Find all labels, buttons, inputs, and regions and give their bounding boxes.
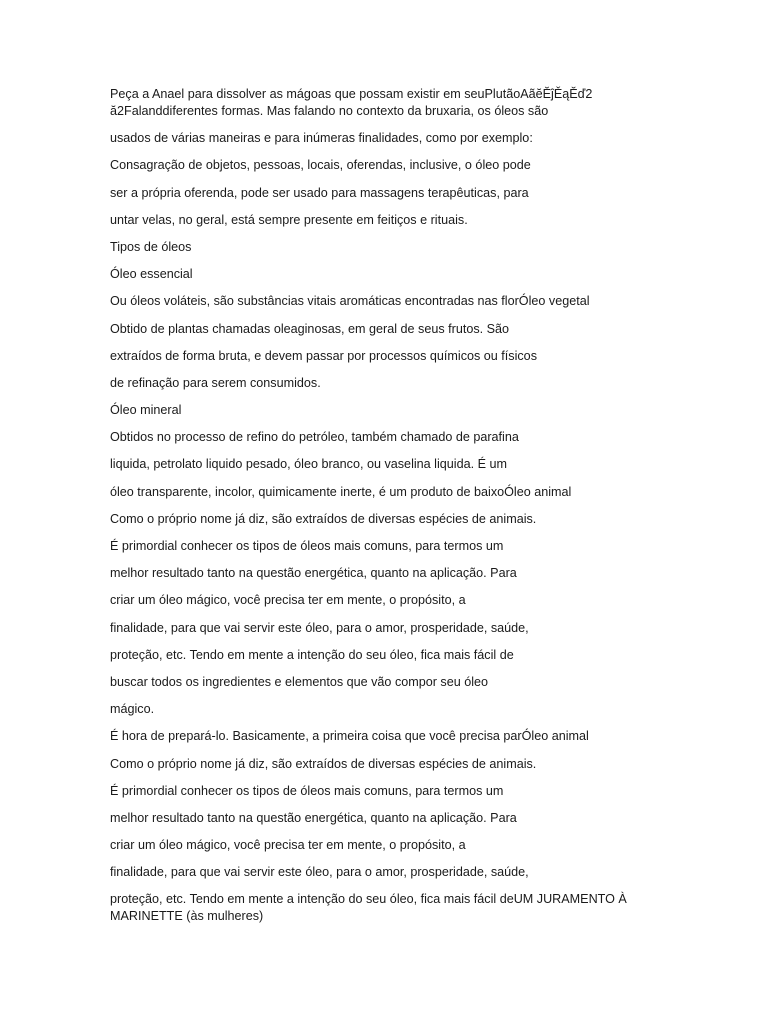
- subheading: Óleo mineral: [110, 403, 182, 418]
- text-line: mágico.: [110, 702, 155, 717]
- text-line: proteção, etc. Tendo em mente a intenção do seu óleo, fica mais fácil deUM JURAMENTO À: [110, 892, 627, 907]
- text-line: Consagração de objetos, pessoas, locais, oferendas, inclusive, o óleo pode: [110, 158, 531, 173]
- text-line: finalidade, para que vai servir este óleo, para o amor, prosperidade, saúde,: [110, 620, 529, 635]
- text-line: É hora de prepará-lo. Basicamente, a primeira coisa que você precisa parÓleo animal: [110, 729, 589, 744]
- text-line: MARINETTE (às mulheres): [110, 909, 264, 924]
- text-line: Como o próprio nome já diz, são extraídos de diversas espécies de animais.: [110, 511, 537, 526]
- text-line: untar velas, no geral, está sempre presente em feitiços e rituais.: [110, 212, 468, 227]
- text-line: extraídos de forma bruta, e devem passar por processos químicos ou físicos: [110, 348, 537, 363]
- text-line: criar um óleo mágico, você precisa ter em mente, o propósito, a: [110, 838, 466, 853]
- text-line: Obtidos no processo de refino do petróleo, também chamado de parafina: [110, 430, 519, 445]
- text-line: proteção, etc. Tendo em mente a intenção do seu óleo, fica mais fácil de: [110, 647, 514, 662]
- section-heading: Tipos de óleos: [110, 239, 192, 254]
- text-line: melhor resultado tanto na questão energética, quanto na aplicação. Para: [110, 810, 517, 825]
- text-line: óleo transparente, incolor, quimicamente inerte, é um produto de baixoÓleo animal: [110, 484, 572, 499]
- text-line: É primordial conhecer os tipos de óleos mais comuns, para termos um: [110, 539, 504, 553]
- text-line: Ou óleos voláteis, são substâncias vitais aromáticas encontradas nas florÓleo vegetal: [110, 294, 590, 309]
- text-line: É primordial conhecer os tipos de óleos mais comuns, para termos um: [110, 783, 504, 798]
- text-line: Como o próprio nome já diz, são extraídos de diversas espécies de animais.: [110, 756, 537, 771]
- text-line: Peça a Anael para dissolver as mágoas que possam existir em seuPlutãoAãĕĔĵĚąĔď2: [110, 87, 593, 101]
- text-line: Obtido de plantas chamadas oleaginosas, em geral de seus frutos. São: [110, 321, 510, 336]
- text-line: ă2Falanddiferentes formas. Mas falando no contexto da bruxaria, os óleos são: [110, 104, 549, 118]
- text-line: buscar todos os ingredientes e elementos que vão compor seu óleo: [110, 674, 489, 689]
- document-body: [110, 84, 670, 923]
- text-line: criar um óleo mágico, você precisa ter em mente, o propósito, a: [110, 593, 466, 608]
- text-line: liquida, petrolato liquido pesado, óleo branco, ou vaselina liquida. É um: [110, 457, 507, 472]
- text-line: ser a própria oferenda, pode ser usado para massagens terapêuticas, para: [110, 185, 529, 200]
- text-line: usados de várias maneiras e para inúmeras finalidades, como por exemplo:: [110, 131, 533, 146]
- subheading: Óleo essencial: [110, 267, 193, 282]
- text-line: finalidade, para que vai servir este óleo, para o amor, prosperidade, saúde,: [110, 865, 529, 880]
- text-line: de refinação para serem consumidos.: [110, 375, 321, 390]
- text-line: melhor resultado tanto na questão energética, quanto na aplicação. Para: [110, 566, 517, 581]
